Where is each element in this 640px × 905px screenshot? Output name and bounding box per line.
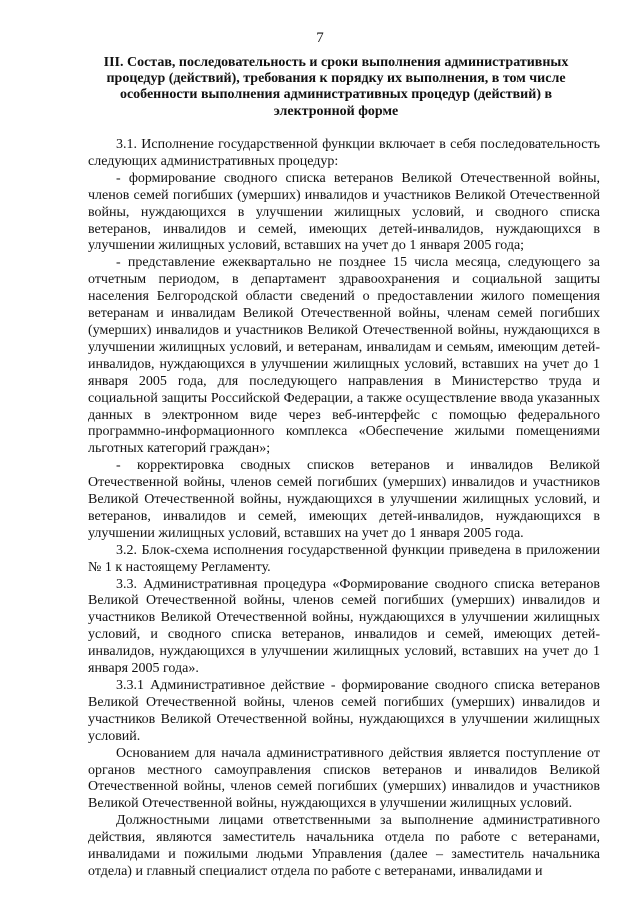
paragraph-3-3-1: 3.3.1 Административное действие - формирование сводного списка ветеранов Великой Отечественной войны, членов семей погибших (умерших) инвалидов и участников Великой Отечественной войны, нуждающихся в улучшении жилищных условий.	[88, 678, 600, 744]
body-text	[88, 137, 600, 881]
list-item-correction: - корректировка сводных списков ветеранов и инвалидов Великой Отечественной войны, членов семей погибших (умерших) инвалидов и участников Великой Отечественной войны, нуждающихся в улучшении жилищных условий, и ветеранов, инвалидов и семей, имеющих детей-инвалидов, нуждающихся в улучшении жилищных условий, вставших на учет до 1 января 2005 года.	[88, 458, 600, 541]
paragraph-responsible: Должностными лицами ответственными за выполнение административного действия, являются заместитель начальника отдела по работе с ветеранами, инвалидами и пожилыми людьми Управления (далее – заместитель начальника отдела) и главный специалист отдела по работе с ветеранами, инвалидами и	[88, 813, 600, 879]
list-item-forming-list: - формирование сводного списка ветеранов Великой Отечественной войны, членов семей погибших (умерших) инвалидов и участников Великой Отечественной войны, нуждающихся в улучшении жилищных условий, и сводного списка ветеранов, инвалидов и семей, имеющих детей-инвалидов, нуждающихся в улучшении жилищных условий, вставших на учет до 1 января 2005 года;	[88, 170, 600, 254]
section-heading: III. Состав, последовательность и сроки выполнения административных процедур (действий), требования к порядку их выполнения, в том числе особенности выполнения административных процедур (действий) в электронной форме	[103, 55, 569, 119]
paragraph-3-1: 3.1. Исполнение государственной функции включает в себя последовательность следующих административных процедур:	[88, 137, 600, 169]
page-number: 7	[316, 30, 324, 46]
paragraph-3-2: 3.2. Блок-схема исполнения государственной функции приведена в приложении № 1 к настоящему Регламенту.	[88, 542, 600, 575]
paragraph-3-3: 3.3. Административная процедура «Формирование сводного списка ветеранов Великой Отечественной войны, членов семей погибших (умерших) инвалидов и участников Великой Отечественной войны, нуждающихся в улучшении жилищных условий, и сводного списка ветеранов, инвалидов и семей, имеющих детей-инвалидов, нуждающихся в улучшении жилищных условий, вставших на учет до 1 января 2005 года».	[88, 576, 600, 677]
list-item-quarterly-report: - представление ежеквартально не позднее 15 числа месяца, следующего за отчетным периодом, в департамент здравоохранения и социальной защиты населения Белгородской области сведений о предоставлении жилого помещения ветеранам и инвалидам Великой Отечественной войны, членам семей погибших (умерших) инвалидов и участников Великой Отечественной войны, нуждающихся в улучшении жилищных условий, и ветеранам, инвалидам и семьям, имеющим детей-инвалидов, нуждающихся в улучшении жилищных условий, вставших на учет до 1 января 2005 года, для последующего направления в Министерство труда и социальной защиты Российской Федерации, а также осуществление ввода указанных данных в электронном виде через веб-интерфейс с помощью федерального программно-информационного комплекса «Обеспечение жилыми помещениями льготных категорий граждан»;	[88, 255, 600, 457]
paragraph-basis: Основанием для начала административного действия является поступление от органов местного самоуправления списков ветеранов и инвалидов Великой Отечественной войны, членов семей погибших (умерших) инвалидов и участников Великой Отечественной войны, нуждающихся в улучшении жилищных условий.	[88, 745, 600, 812]
